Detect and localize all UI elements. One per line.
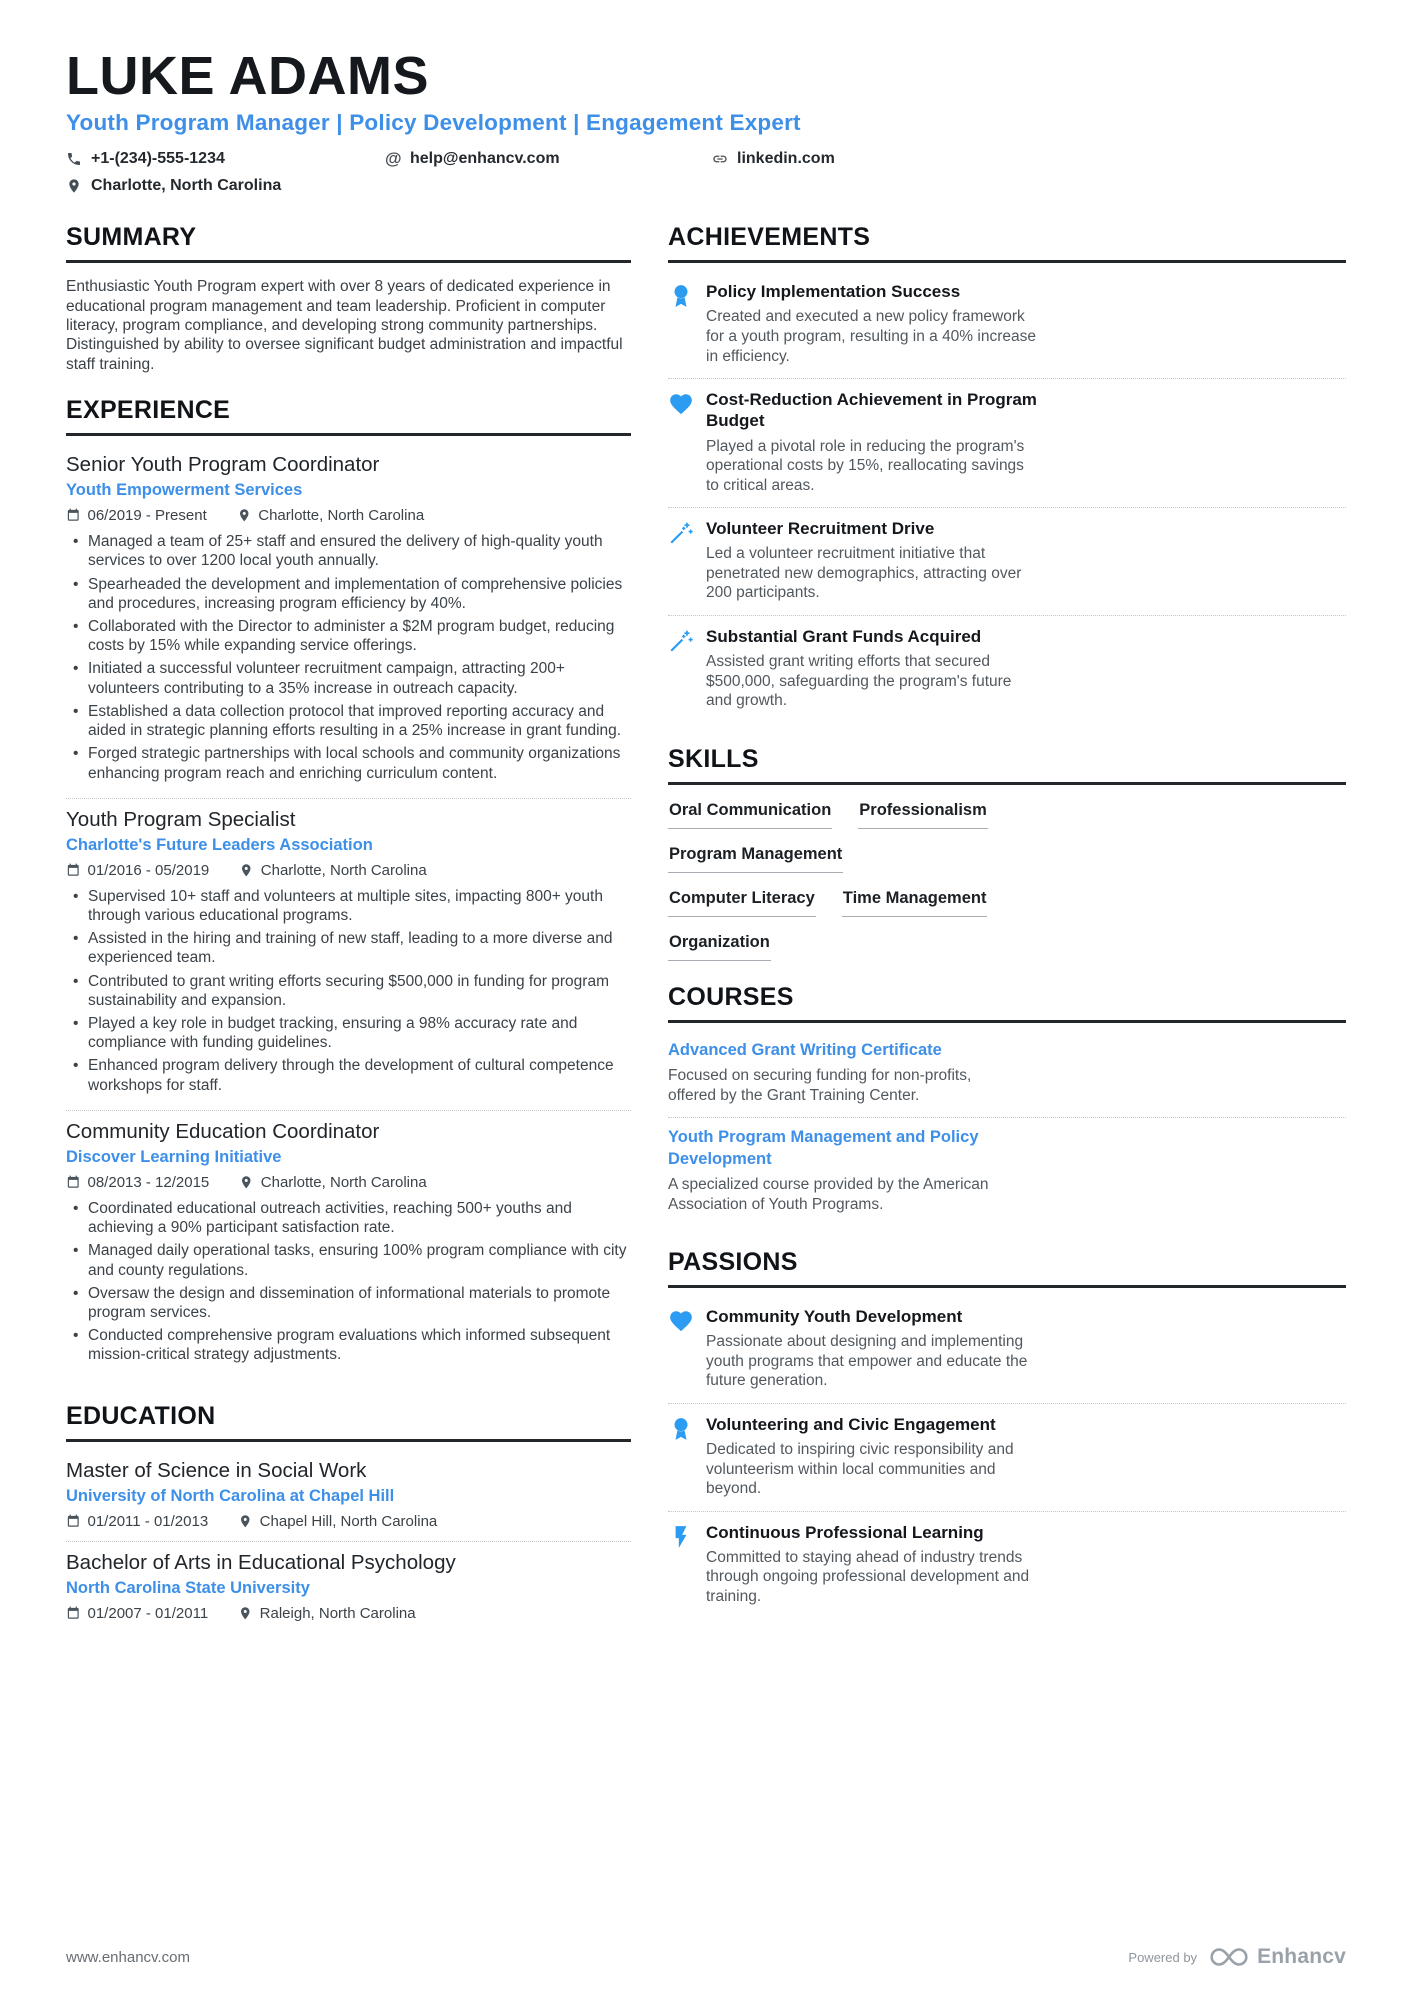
job-location-text: Charlotte, North Carolina [260, 861, 427, 879]
passion-item [668, 1296, 1346, 1403]
job-company: Youth Empowerment Services [66, 481, 303, 500]
location-text: Charlotte, North Carolina [91, 177, 282, 195]
course-text: Focused on securing funding for non-profits, offered by the Grant Training Center. [668, 1067, 972, 1104]
education-dates [66, 1513, 208, 1530]
skills-title: SKILLS [668, 745, 1346, 785]
phone-icon [66, 151, 82, 167]
achievement-item [668, 271, 1346, 378]
job-title: Youth Program Specialist [66, 807, 296, 831]
section-education [66, 1402, 631, 1633]
resume-header [66, 48, 1346, 195]
contact-row [66, 149, 1346, 195]
job-location [239, 1174, 426, 1191]
course-text: A specialized course provided by the American Association of Youth Programs. [668, 1176, 989, 1213]
education-title: EDUCATION [66, 1402, 631, 1442]
location-icon [237, 508, 252, 523]
job-title: Senior Youth Program Coordinator [66, 453, 380, 477]
right-column [668, 223, 1346, 1654]
powered-by [1128, 1945, 1346, 1969]
bolt-icon [668, 1524, 694, 1550]
skill-tag: Oral Communication [668, 801, 832, 829]
section-experience [66, 396, 631, 1380]
education-location [238, 1513, 437, 1530]
powered-by-label: Powered by [1128, 1949, 1198, 1965]
page-footer [66, 1945, 1346, 1969]
phone-text: +1-(234)-555-1234 [91, 150, 225, 168]
achievement-text: Assisted grant writing efforts that secured $500,000, safeguarding the program's future and growth. [706, 653, 1012, 710]
location-icon [239, 1175, 254, 1190]
job-dates-text: 06/2019 - Present [87, 507, 207, 525]
achievement-body [706, 281, 1038, 366]
job-location [237, 507, 424, 524]
heart-icon [668, 1308, 694, 1334]
section-passions [668, 1248, 1346, 1618]
job-dates-text: 01/2016 - 05/2019 [87, 861, 210, 879]
passions-title: PASSIONS [668, 1248, 1346, 1288]
achievement-item [668, 378, 1346, 507]
job-title: Community Education Coordinator [66, 1119, 380, 1143]
job-company: Charlotte's Future Leaders Association [66, 835, 373, 854]
job-meta [66, 1174, 631, 1191]
location-icon [238, 1514, 253, 1529]
job-bullets [66, 532, 631, 783]
wand-icon [668, 520, 694, 546]
experience-item [66, 444, 631, 798]
job-location-text: Charlotte, North Carolina [258, 507, 425, 525]
passion-title: Community Youth Development [706, 1307, 963, 1327]
location-icon [238, 1606, 253, 1621]
achievement-title: Policy Implementation Success [706, 282, 961, 302]
achievement-text: Led a volunteer recruitment initiative that penetrated new demographics, attracting over 200 participants. [706, 545, 1022, 602]
education-location-text: Chapel Hill, North Carolina [259, 1512, 438, 1530]
experience-item [66, 1110, 631, 1380]
passion-body [706, 1522, 1038, 1607]
bullet-item: • Managed a team of 25+ staff and ensured the delivery of high-quality youth services to over 1200 local youth annually. [66, 532, 631, 570]
passion-text: Dedicated to inspiring civic responsibility and volunteerism within local communities and beyond. [706, 1441, 1014, 1498]
bullet-item: • Forged strategic partnerships with local schools and community organizations enhancing program reach and enriching curriculum content. [66, 744, 631, 782]
passion-title: Continuous Professional Learning [706, 1522, 984, 1542]
bullet-item: • Contributed to grant writing efforts securing $500,000 in funding for program sustainability and expansion. [66, 972, 631, 1010]
education-location [238, 1605, 415, 1622]
location-icon [66, 178, 82, 194]
achievement-item [668, 507, 1346, 615]
achievement-text: Created and executed a new policy framework for a youth program, resulting in a 40% increase in efficiency. [706, 308, 1036, 365]
job-meta [66, 507, 631, 524]
email-text: help@enhancv.com [410, 150, 560, 168]
bullet-item: • Collaborated with the Director to administer a $2M program budget, reducing costs by 15% while expanding service offerings. [66, 617, 631, 655]
skill-tag: Time Management [842, 889, 988, 917]
skills-list [668, 793, 1013, 961]
section-skills [668, 745, 1346, 961]
degree-title: Bachelor of Arts in Educational Psychology [66, 1550, 456, 1574]
calendar-icon [66, 508, 81, 523]
skill-tag: Organization [668, 933, 771, 961]
job-location-text: Charlotte, North Carolina [260, 1173, 427, 1191]
passion-title: Volunteering and Civic Engagement [706, 1414, 996, 1434]
courses-title: COURSES [668, 983, 1346, 1023]
location-icon [239, 863, 254, 878]
contact-phone[interactable] [66, 150, 385, 168]
degree-title: Master of Science in Social Work [66, 1458, 367, 1482]
skill-tag: Computer Literacy [668, 889, 816, 917]
bullet-item: • Played a key role in budget tracking, ensuring a 98% accuracy rate and compliance with funding guidelines. [66, 1014, 631, 1052]
job-meta [66, 862, 631, 879]
achievement-text: Played a pivotal role in reducing the program's operational costs by 15%, reallocating savings to critical areas. [706, 437, 1025, 494]
job-dates-text: 08/2013 - 12/2015 [87, 1173, 210, 1191]
medal-icon [668, 1416, 694, 1442]
enhancv-brand[interactable] [1209, 1945, 1346, 1969]
bullet-item: • Conducted comprehensive program evaluations which informed subsequent mission-critical strategy adjustments. [66, 1326, 631, 1364]
job-dates [66, 1174, 209, 1191]
passion-item [668, 1403, 1346, 1511]
job-location [239, 862, 426, 879]
candidate-headline: Youth Program Manager | Policy Development | Engagement Expert [66, 110, 801, 136]
bullet-item: • Established a data collection protocol that improved reporting accuracy and aided in strategic planning efforts resulting in a 25% increase in grant funding. [66, 702, 631, 740]
job-bullets [66, 887, 631, 1095]
calendar-icon [66, 1514, 81, 1529]
course-title: Youth Program Management and Policy Development [668, 1128, 979, 1168]
job-bullets [66, 1199, 631, 1365]
bullet-item: • Assisted in the hiring and training of new staff, leading to a more diverse and experienced team. [66, 929, 631, 967]
passion-text: Committed to staying ahead of industry trends through ongoing professional development and training. [706, 1548, 1030, 1605]
education-meta [66, 1605, 631, 1622]
calendar-icon [66, 1606, 81, 1621]
education-item [66, 1450, 631, 1541]
candidate-name: LUKE ADAMS [66, 46, 429, 106]
job-dates [66, 507, 207, 524]
achievement-body [706, 389, 1038, 495]
achievement-item [668, 615, 1346, 723]
section-courses [668, 983, 1346, 1226]
school-name: North Carolina State University [66, 1578, 310, 1597]
contact-link[interactable] [712, 150, 1346, 168]
section-summary [66, 223, 631, 374]
education-location-text: Raleigh, North Carolina [259, 1604, 416, 1622]
summary-title: SUMMARY [66, 223, 631, 263]
bullet-item: • Enhanced program delivery through the development of cultural competence workshops for staff. [66, 1056, 631, 1094]
bullet-item: • Initiated a successful volunteer recruitment campaign, attracting 200+ volunteers contributing to a 35% increase in outreach capacity. [66, 659, 631, 697]
link-text: linkedin.com [737, 150, 835, 168]
course-item [668, 1117, 1346, 1226]
columns [66, 223, 1346, 1654]
footer-site-link[interactable]: www.enhancv.com [66, 1948, 190, 1966]
education-dates-text: 01/2011 - 01/2013 [87, 1512, 209, 1530]
wand-icon [668, 628, 694, 654]
experience-item [66, 798, 631, 1110]
job-company: Discover Learning Initiative [66, 1147, 282, 1166]
course-item [668, 1031, 1346, 1117]
email-icon: @ [385, 149, 402, 169]
brand-name: Enhancv [1257, 1945, 1346, 1968]
experience-title: EXPERIENCE [66, 396, 631, 436]
achievement-title: Cost-Reduction Achievement in Program Budget [706, 390, 1037, 431]
heart-icon [668, 391, 694, 417]
passion-item [668, 1511, 1346, 1619]
course-title: Advanced Grant Writing Certificate [668, 1040, 942, 1059]
achievements-title: ACHIEVEMENTS [668, 223, 1346, 263]
section-achievements [668, 223, 1346, 722]
bullet-item: • Managed daily operational tasks, ensuring 100% program compliance with city and county regulations. [66, 1241, 631, 1279]
bullet-item: • Supervised 10+ staff and volunteers at multiple sites, impacting 800+ youth through various educational programs. [66, 887, 631, 925]
achievement-title: Substantial Grant Funds Acquired [706, 626, 982, 646]
education-dates-text: 01/2007 - 01/2011 [87, 1604, 209, 1622]
education-meta [66, 1513, 631, 1530]
medal-icon [668, 283, 694, 309]
skill-tag: Program Management [668, 845, 843, 873]
calendar-icon [66, 1175, 81, 1190]
passion-body [706, 1414, 1038, 1499]
achievement-body [706, 626, 1038, 711]
bullet-item: • Oversaw the design and dissemination of informational materials to promote program services. [66, 1284, 631, 1322]
school-name: University of North Carolina at Chapel Hill [66, 1486, 395, 1505]
bullet-item: • Spearheaded the development and implementation of comprehensive policies and procedures, increasing program efficiency by 40%. [66, 575, 631, 613]
left-column [66, 223, 631, 1654]
bullet-item: • Coordinated educational outreach activities, reaching 500+ youths and achieving a 90% participant satisfaction rate. [66, 1199, 631, 1237]
job-dates [66, 862, 209, 879]
contact-location [66, 177, 385, 195]
achievement-body [706, 518, 1038, 603]
skill-tag: Professionalism [858, 801, 987, 829]
passion-body [706, 1306, 1038, 1391]
summary-text: Enthusiastic Youth Program expert with over 8 years of dedicated experience in educational program management and team leadership. Proficient in computer literacy, program compliance, and developing strong community partnerships. Distinguished by ability to oversee significant budget administration and impactful staff training. [66, 278, 623, 373]
enhancv-logo-icon [1209, 1946, 1249, 1968]
passion-text: Passionate about designing and implementing youth programs that empower and educate the future generation. [706, 1333, 1028, 1390]
achievement-title: Volunteer Recruitment Drive [706, 519, 935, 539]
calendar-icon [66, 863, 81, 878]
link-icon [712, 151, 728, 167]
education-item [66, 1541, 631, 1633]
contact-email[interactable] [385, 149, 712, 169]
education-dates [66, 1605, 208, 1622]
